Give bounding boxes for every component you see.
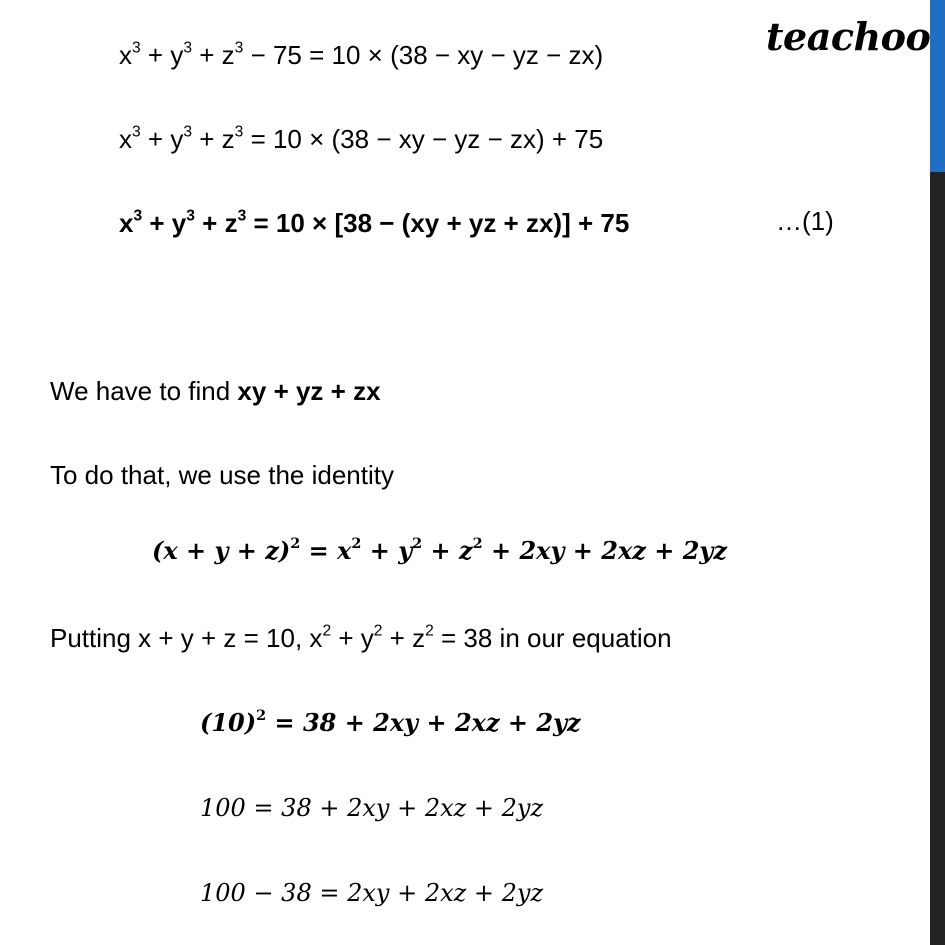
right-rail-accent — [930, 0, 945, 172]
equation-line-1: $x^3 + y^3 + z^3 - 75 = 10 \times (38$ − xy − yz − zx) — [119, 39, 604, 70]
equation-line-2: $x^3 + y^3 + z^3 = 10 \times (38$ − xy − yz − zx) + 75 — [119, 123, 604, 154]
teachoo-logo: teachoo — [766, 14, 931, 59]
equation-line-3: $x^3 + y^3 + z^3 = 10 \times [38 - (xy$ + yz + zx)] + 75 — [119, 207, 630, 238]
step-1-formula: $(10)^2 = 38 + 2xy + 2xz + 2yz$ — [200, 707, 581, 737]
identity-formula: $(x + y + z)^2 = x^2 + y^2 + z^2 + 2xy + 2xz + 2yz$ — [152, 535, 727, 565]
putting-statement: Putting x + y + z = 10, $x^2 + y^2 + z^2 = 38$ in our equation — [50, 622, 672, 653]
step-3-formula: 100 − 38 = 2xy + 2xz + 2yz — [200, 879, 544, 907]
find-statement: We have to find xy + yz + zx — [50, 376, 381, 406]
step-2-formula: 100 = 38 + 2xy + 2xz + 2yz — [200, 794, 544, 822]
identity-intro: To do that, we use the identity — [50, 460, 394, 490]
equation-reference: …(1) — [776, 206, 834, 236]
